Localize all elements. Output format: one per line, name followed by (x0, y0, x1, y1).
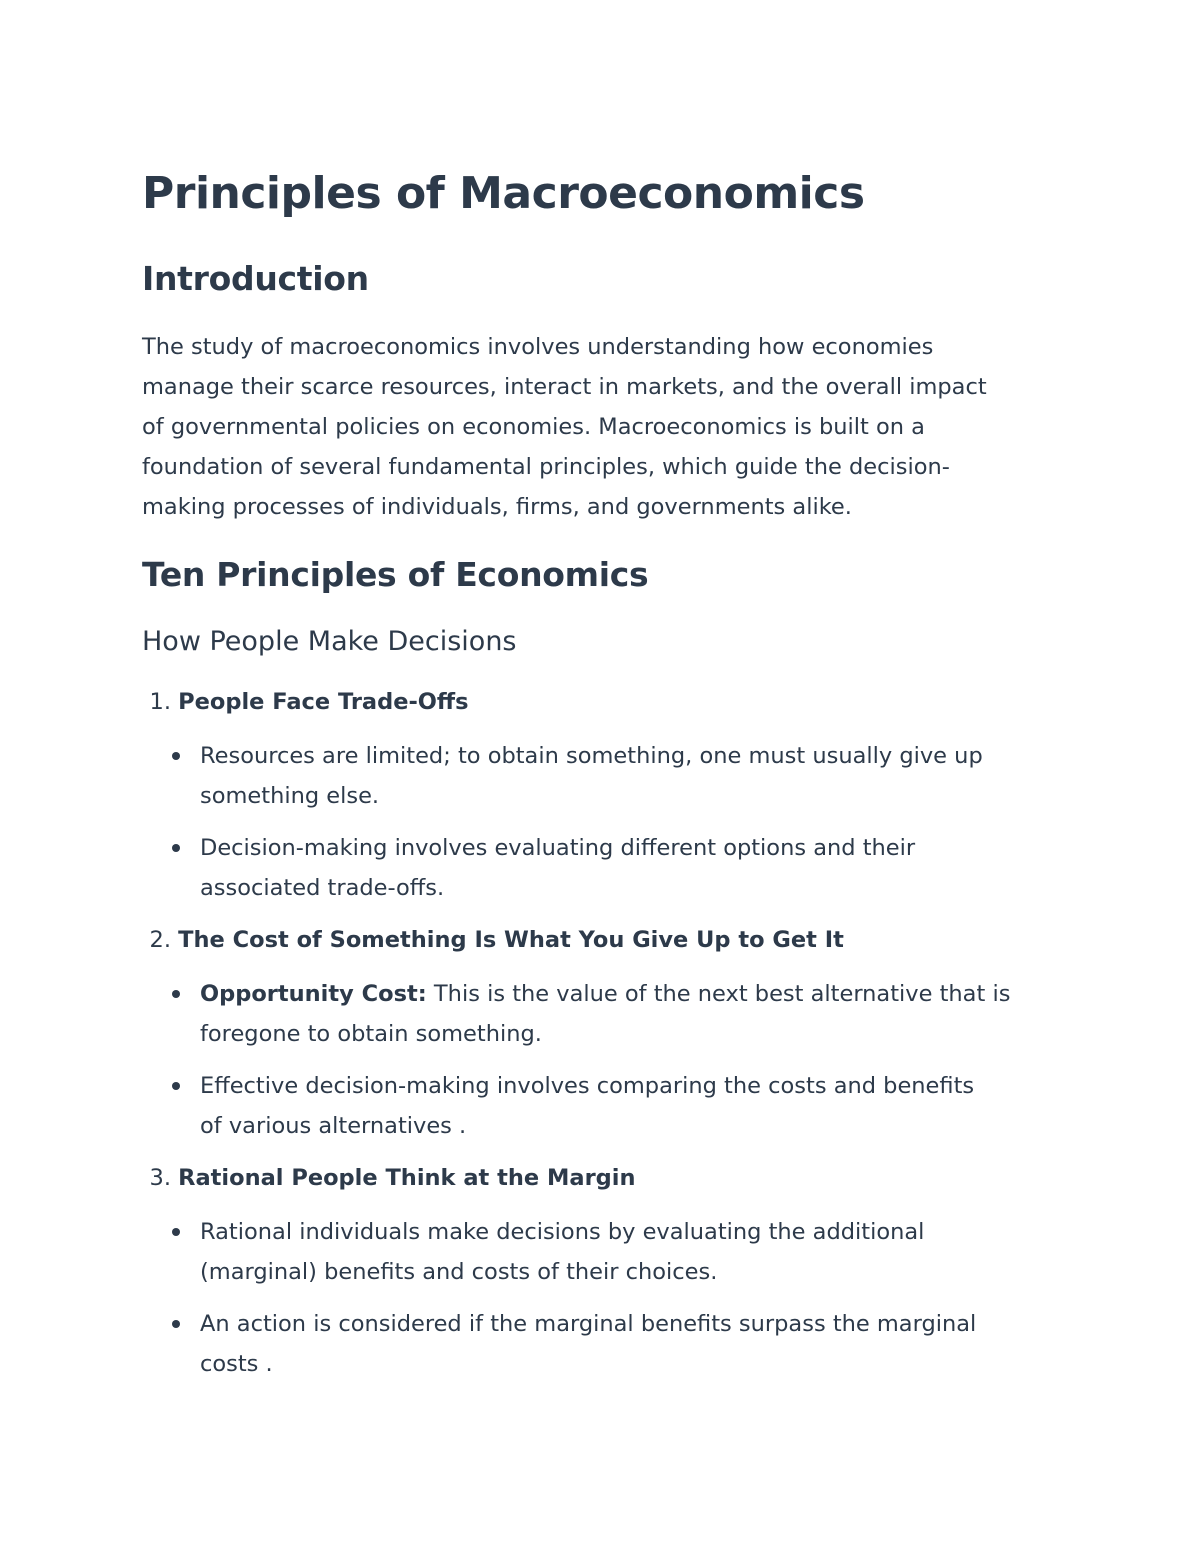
bullet-item (200, 1212, 1070, 1292)
bullet-dot-icon (172, 990, 180, 998)
paragraph-line: The study of macroeconomics involves understanding how economies (142, 334, 934, 360)
page-title: Principles of Macroeconomics (142, 168, 865, 219)
bullet-line: This is the value of the next best alternative that is (426, 981, 1011, 1007)
principles-heading: Ten Principles of Economics (142, 555, 649, 594)
bullet-line: something else. (200, 783, 380, 809)
item-label: People Face Trade-Offs (178, 689, 469, 715)
item-label: The Cost of Something Is What You Give Up to Get It (178, 927, 844, 953)
introduction-heading: Introduction (142, 259, 369, 298)
bullet-item (200, 1304, 1070, 1384)
bullet-line: (marginal) benefits and costs of their choices. (200, 1259, 718, 1285)
bullet-line: associated trade-offs. (200, 875, 445, 901)
bullet-item (200, 1066, 1070, 1146)
bullet-term: Opportunity Cost: (200, 981, 427, 1007)
bullet-line: of various alternatives . (200, 1113, 467, 1139)
bullet-dot-icon (172, 1228, 180, 1236)
bullet-item (200, 828, 1070, 908)
bullet-item (200, 974, 1070, 1054)
paragraph-line: manage their scarce resources, interact in markets, and the overall impact (142, 374, 987, 400)
bullet-line: Decision-making involves evaluating different options and their (200, 835, 916, 861)
bullet-dot-icon (172, 1320, 180, 1328)
bullet-line: foregone to obtain something. (200, 1021, 542, 1047)
bullet-line: Resources are limited; to obtain something, one must usually give up (200, 743, 983, 769)
numbered-item (142, 686, 469, 718)
bullet-line: An action is considered if the marginal benefits surpass the marginal (200, 1311, 977, 1337)
bullet-dot-icon (172, 752, 180, 760)
paragraph-line: making processes of individuals, firms, and governments alike. (142, 494, 852, 520)
bullet-dot-icon (172, 844, 180, 852)
bullet-dot-icon (172, 1082, 180, 1090)
bullet-item (200, 736, 1070, 816)
bullet-line: Rational individuals make decisions by evaluating the additional (200, 1219, 925, 1245)
introduction-paragraph (142, 327, 1057, 527)
item-number: 1. (149, 689, 171, 715)
numbered-item (142, 924, 844, 956)
paragraph-line: of governmental policies on economies. Macroeconomics is built on a (142, 414, 925, 440)
bullet-line: Effective decision-making involves comparing the costs and benefits (200, 1073, 975, 1099)
item-number: 3. (149, 1165, 171, 1191)
paragraph-line: foundation of several fundamental principles, which guide the decision- (142, 454, 950, 480)
item-label: Rational People Think at the Margin (178, 1165, 636, 1191)
item-number: 2. (149, 927, 171, 953)
numbered-item (142, 1162, 636, 1194)
section-subheading: How People Make Decisions (142, 626, 517, 657)
bullet-line: costs . (200, 1351, 273, 1377)
